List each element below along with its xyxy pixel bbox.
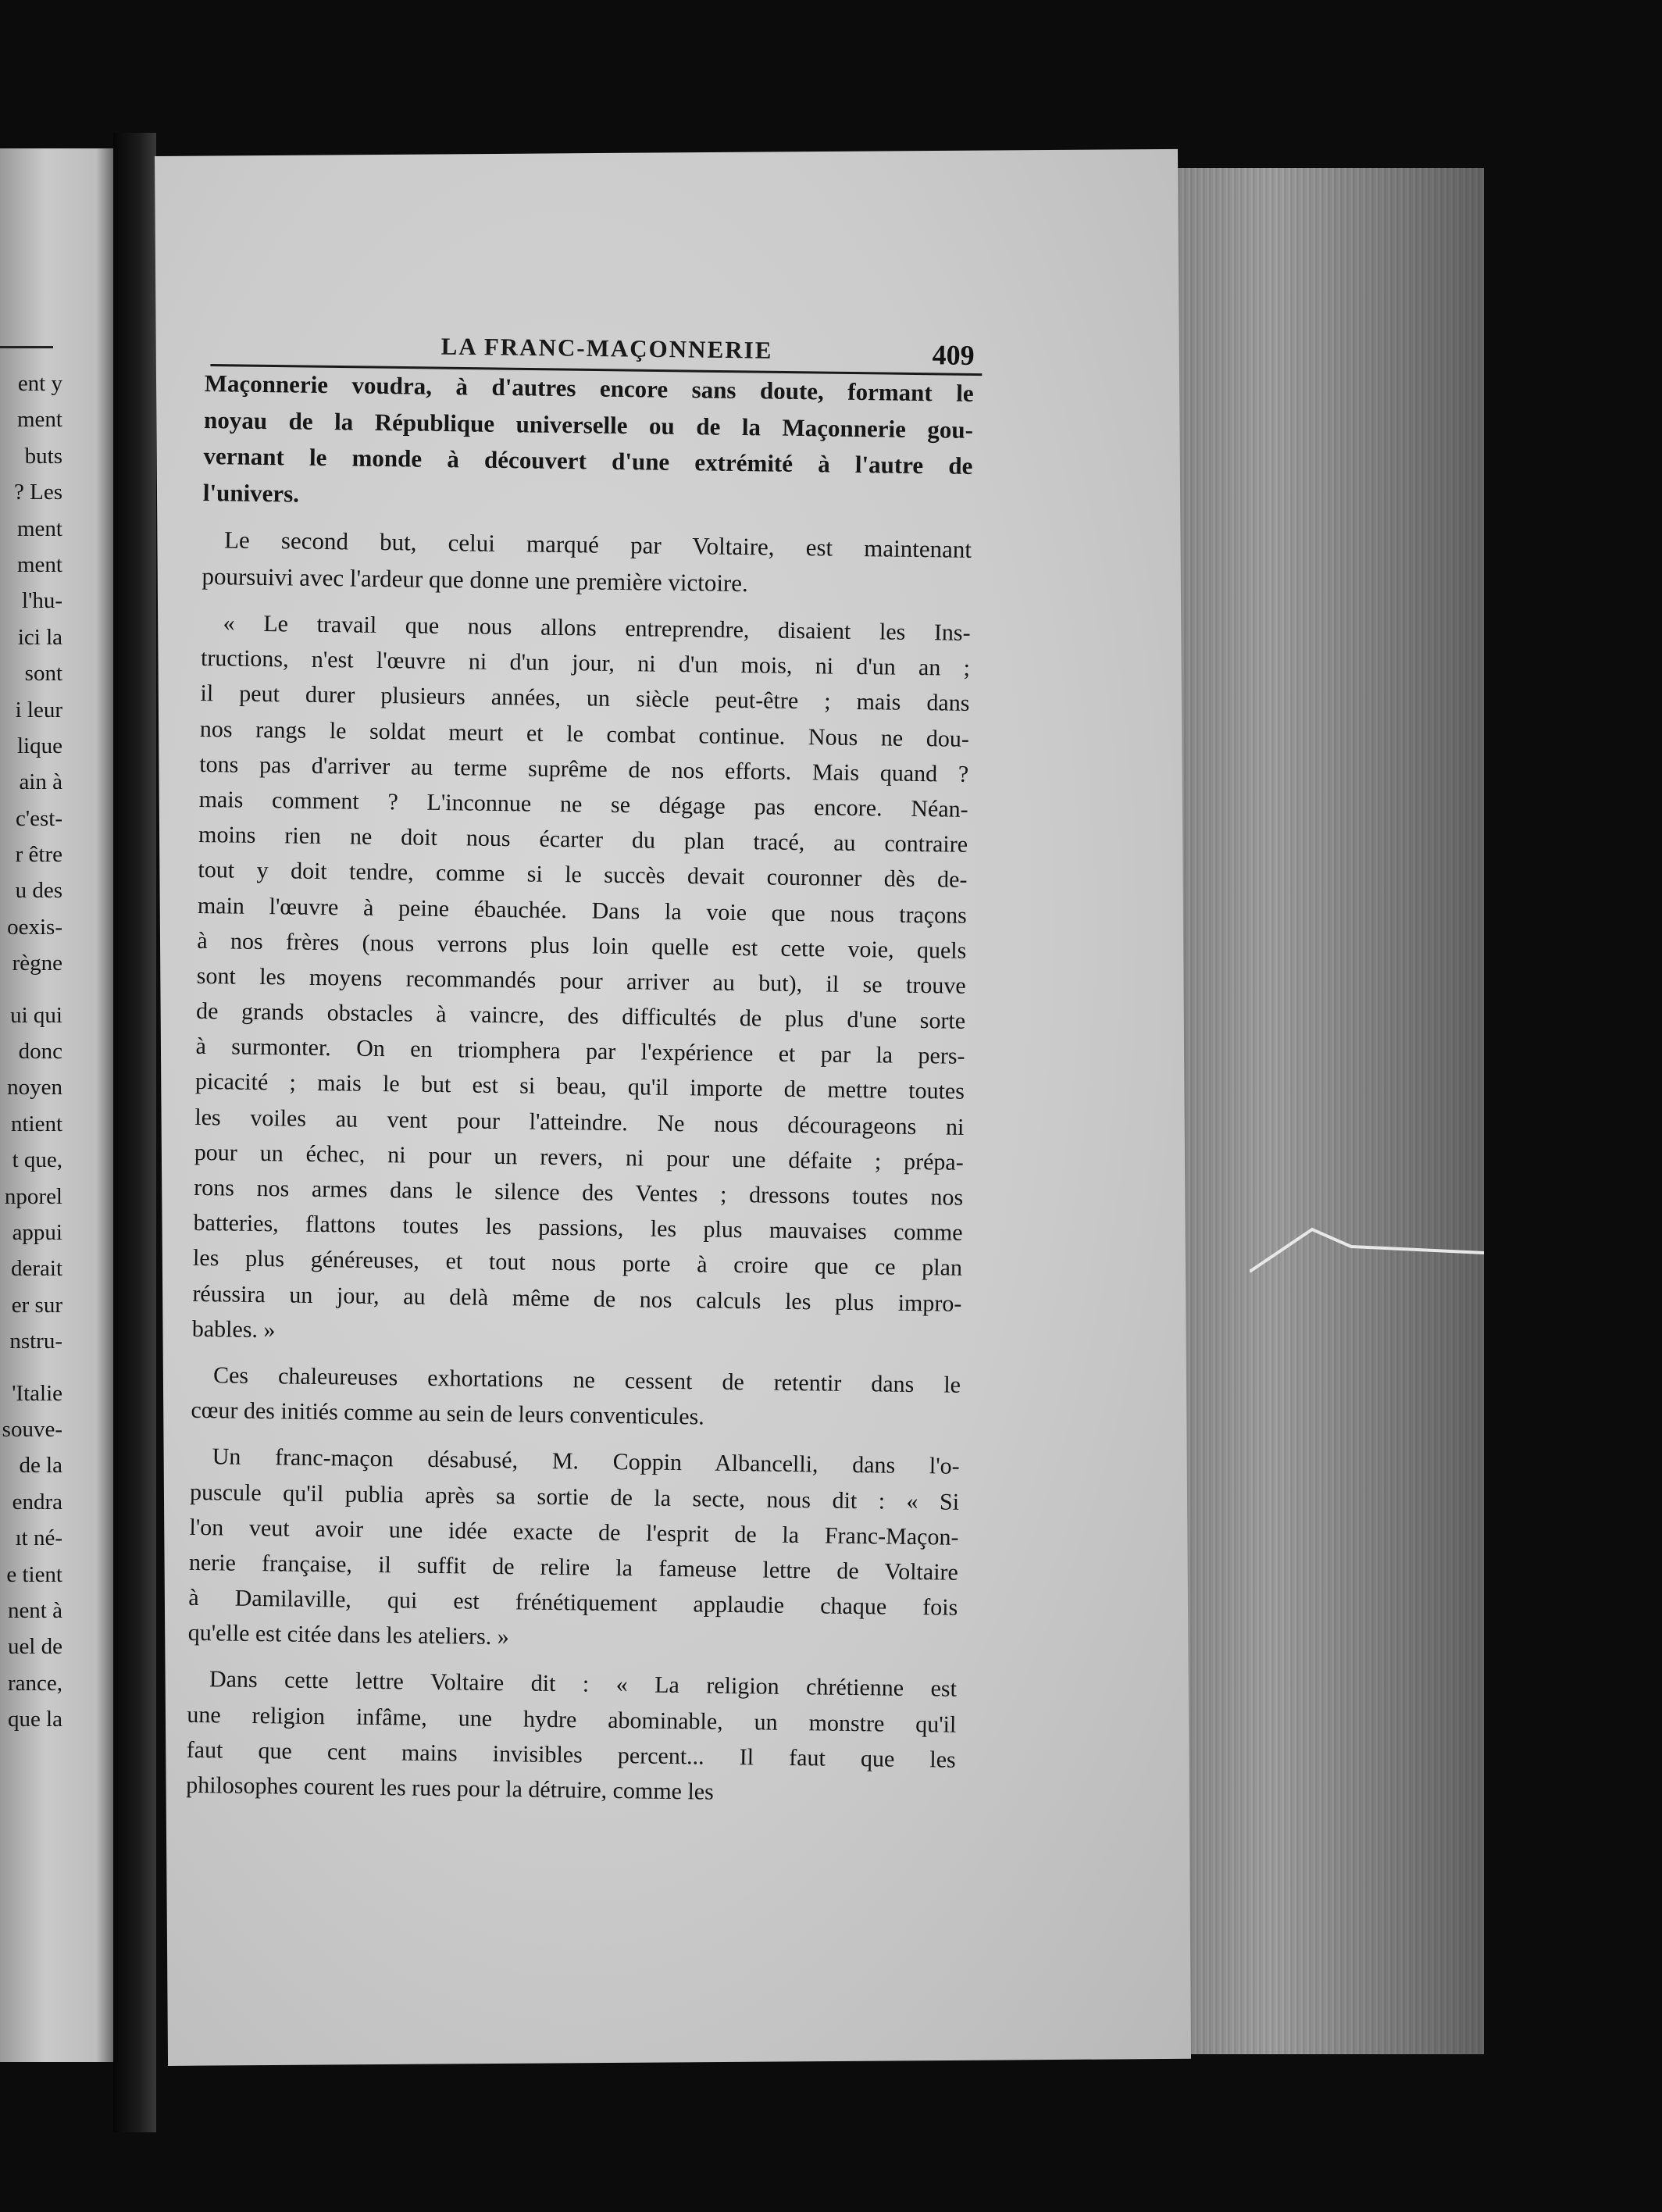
facing-page-fragment: de la (19, 1453, 62, 1479)
text-line: Un franc-maçon désabusé, M. Coppin Albancelli, dans l'o- (212, 1443, 960, 1480)
paragraph (186, 1661, 957, 1813)
facing-page-fragment: rance, (7, 1670, 62, 1696)
text-line: les plus généreuses, et tout nous porte à croire que ce plan (192, 1245, 963, 1282)
text-line: les voiles au vent pour l'atteindre. Ne nous décourageons ni (194, 1104, 965, 1140)
text-line: à nos frères (nous verrons plus loin quelle est cette voie, quels (197, 927, 967, 964)
facing-page-fragment: 'Italie (12, 1380, 62, 1406)
text-line: une religion infâme, une hydre abominable, un monstre qu'il (187, 1701, 957, 1738)
facing-page-fragment: ment (17, 516, 62, 541)
facing-page-fragment: ici la (17, 624, 62, 650)
facing-page-fragment: ? Les (14, 480, 62, 505)
paragraph (192, 605, 971, 1357)
text-line: noyau de la République universelle ou de la Maçonnerie gou- (203, 405, 974, 444)
facing-page-fragment: nent à (7, 1597, 62, 1623)
facing-page-fragment: ntient (10, 1111, 62, 1136)
text-line: Ces chaleureuses exhortations ne cessent de retentir dans le (212, 1362, 961, 1398)
text-line: main l'œuvre à peine ébauchée. Dans la voie que nous traçons (197, 892, 968, 929)
text-line: vernant le monde à découvert d'une extrémité à l'autre de (203, 441, 973, 480)
facing-page-fragment: t que, (12, 1147, 62, 1173)
text-line: Maçonnerie voudra, à d'autres encore sans doute, formant le (204, 369, 974, 407)
facing-page-fragment: i leur (15, 697, 62, 722)
facing-page-fragment: nporel (4, 1183, 62, 1209)
facing-page-text-fragments (0, 366, 62, 1737)
paragraph (203, 366, 974, 521)
facing-page-fragment: u des (15, 878, 62, 904)
facing-page-fragment: ent y (17, 371, 62, 396)
text-line: nos rangs le soldat meurt et le combat continue. Nous ne dou- (199, 715, 970, 752)
text-line: poursuivi avec l'ardeur que donne une première victoire. (202, 562, 749, 597)
facing-page-fragment: règne (12, 951, 62, 976)
facing-page-fragment: l'hu- (22, 588, 62, 614)
text-line: « Le travail que nous allons entreprendre, disaient les Ins- (223, 610, 971, 646)
text-line: picacité ; mais le but est si beau, qu'il importe de mettre toutes (194, 1069, 965, 1105)
text-line: Le second but, celui marqué par Voltaire, est maintenant (223, 526, 972, 563)
facing-page-fragment: donc (18, 1039, 62, 1065)
facing-page-fragment: endra (12, 1489, 62, 1515)
facing-page-fragment: souve- (2, 1416, 62, 1442)
facing-page-fragment: ment (17, 407, 62, 433)
text-line: bables. » (191, 1315, 276, 1343)
facing-page-fragment: e tient (6, 1561, 62, 1587)
facing-page-fragment: nstru- (9, 1329, 62, 1354)
paragraph (202, 522, 972, 605)
text-line: il peut durer plusieurs années, un siècle peut-être ; mais dans (200, 680, 970, 717)
text-line: mais comment ? L'inconnue ne se dégage pas encore. Néan- (198, 786, 968, 822)
text-line: batteries, flattons toutes les passions, les plus mauvaises comme (193, 1210, 963, 1246)
text-line: l'on veut avoir une idée exacte de l'esprit de la Franc-Maçon- (189, 1514, 959, 1550)
facing-page-fragment: appui (12, 1219, 62, 1245)
facing-page-fragment: er sur (11, 1292, 62, 1318)
running-title: LA FRANC-MAÇONNERIE (440, 332, 773, 364)
facing-page-fragment (0, 982, 62, 997)
facing-page-fragment: ment (17, 551, 62, 577)
facing-page-fragment: ui qui (10, 1002, 62, 1028)
text-line: philosophes courent les rues pour la détruire, comme les (185, 1771, 715, 1805)
facing-page-fragment: lique (17, 733, 62, 758)
paragraph (191, 1358, 961, 1438)
text-line: qu'elle est citée dans les ateliers. » (187, 1620, 510, 1650)
body-text (186, 366, 974, 1813)
text-line: réussira un jour, au delà même de nos calculs les plus impro- (192, 1280, 962, 1317)
text-line: l'univers. (202, 478, 300, 508)
paragraph (187, 1439, 959, 1661)
facing-page-fragment (0, 1360, 62, 1375)
book-gutter (113, 133, 156, 2132)
facing-page-left (0, 148, 113, 2062)
facing-page-fragment: c'est- (16, 805, 62, 831)
text-line: tructions, n'est l'œuvre ni d'un jour, ni d'un mois, ni d'un an ; (200, 645, 971, 682)
facing-page-fragment: oexis- (7, 914, 62, 940)
text-line: Dans cette lettre Voltaire dit : « La religion chrétienne est (209, 1666, 958, 1703)
text-line: tout y doit tendre, comme si le succès devait couronner dès de- (198, 857, 968, 894)
text-line: puscule qu'il publia après sa sortie de la secte, nous dit : « Si (189, 1479, 960, 1515)
text-line: sont les moyens recommandés pour arriver au but), il se trouve (196, 962, 966, 999)
text-line: rons nos armes dans le silence des Ventes ; dressons toutes nos (194, 1174, 964, 1211)
text-line: cœur des initiés comme au sein de leurs conventicules. (191, 1397, 704, 1430)
text-line: moins rien ne doit nous écarter du plan tracé, au contraire (198, 822, 968, 858)
facing-page-fragment: que la (7, 1707, 62, 1732)
facing-page-fragment: ain à (19, 769, 62, 795)
text-line: faut que cent mains invisibles percent... Il faut que les (186, 1736, 956, 1773)
text-line: pour un échec, ni pour un revers, ni pour une défaite ; prépa- (194, 1139, 964, 1176)
film-scratch (1250, 1226, 1484, 1273)
text-line: de grands obstacles à vaincre, des difficultés de plus d'une sorte (195, 997, 966, 1034)
facing-page-fragment: noyen (7, 1075, 62, 1101)
facing-page-fragment: buts (24, 443, 62, 469)
facing-page-rule (0, 346, 53, 348)
facing-page-fragment: sont (24, 661, 62, 687)
facing-page-fragment: r être (15, 842, 62, 868)
text-line: à Damilaville, qui est frénétiquement applaudie chaque fois (188, 1584, 958, 1621)
facing-page-fragment: derait (10, 1256, 62, 1282)
text-line: nerie française, il suffit de relire la fameuse lettre de Voltaire (188, 1549, 959, 1586)
text-line: à surmonter. On en triomphera par l'expérience et par la pers- (195, 1033, 965, 1070)
text-line: tons pas d'arriver au terme suprême de nos efforts. Mais quand ? (199, 751, 969, 787)
facing-page-fragment: ıt né- (15, 1525, 62, 1551)
page-number: 409 (932, 339, 975, 371)
facing-page-fragment: uel de (7, 1634, 62, 1660)
